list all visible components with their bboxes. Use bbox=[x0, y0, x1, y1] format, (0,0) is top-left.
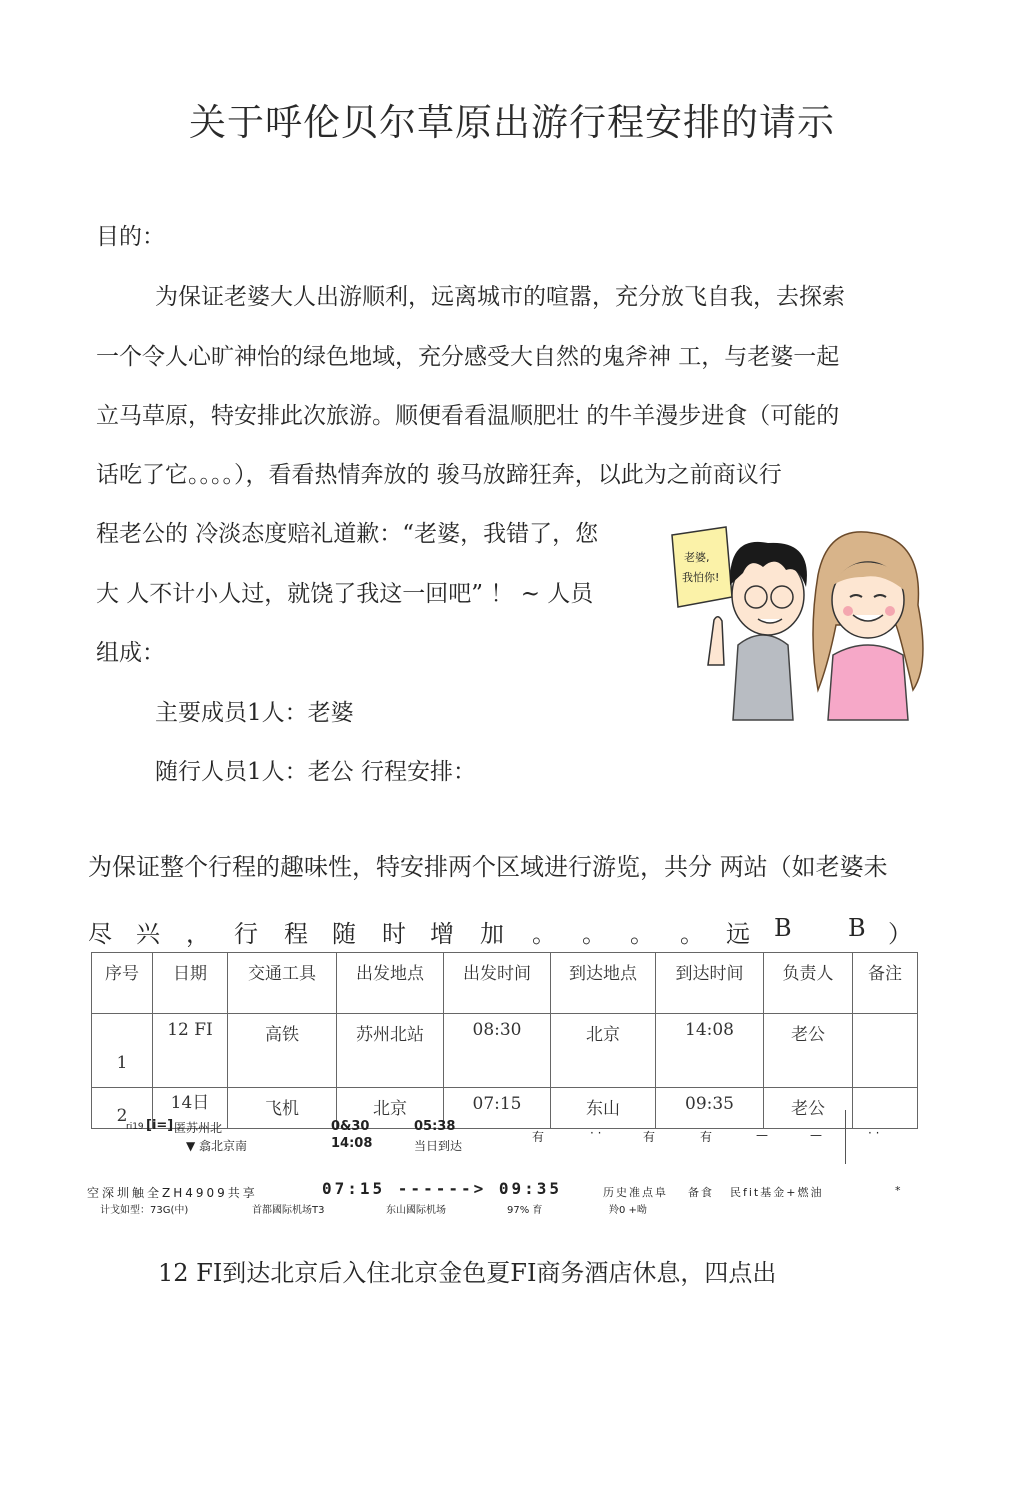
seat-availability: · · bbox=[868, 1126, 880, 1140]
page-title: 关于呼伦贝尔草原出游行程安排的请示 bbox=[189, 101, 835, 144]
cell-arrival-place: 北京 bbox=[551, 1014, 656, 1088]
train-code: ri19 bbox=[126, 1122, 144, 1132]
companion-member: 随行人员1人：老公 行程安排： bbox=[155, 759, 476, 785]
body-line: 大 人不计小人过，就饶了我这一回吧” ！ ~ 人员 bbox=[96, 581, 594, 607]
seat-availability: 有 bbox=[643, 1130, 656, 1144]
purpose-heading: 目的： bbox=[96, 224, 165, 250]
flight-dep-airport: 首都國际机场T3 bbox=[252, 1205, 325, 1216]
intro-char: B bbox=[774, 914, 792, 942]
intro-char: B bbox=[848, 914, 866, 942]
seat-availability: 有 bbox=[532, 1130, 545, 1144]
cell-departure-time: 07:15 bbox=[444, 1088, 551, 1129]
cell-departure-place: 北京 bbox=[337, 1088, 444, 1129]
flight-fees-value: 羚0 +呦 bbox=[609, 1205, 647, 1216]
flight-mark: * bbox=[895, 1184, 901, 1197]
main-member: 主要成员1人：老婆 bbox=[155, 700, 354, 726]
train-arrive-note: 当日到达 bbox=[414, 1139, 463, 1153]
sign-board bbox=[672, 527, 732, 607]
intro-char: 随 bbox=[332, 920, 356, 948]
cell-transport: 高铁 bbox=[228, 1014, 337, 1088]
intro-char: 时 bbox=[382, 920, 406, 948]
cell-index: 1 bbox=[92, 1014, 153, 1088]
schedule-intro-continued bbox=[0, 914, 1024, 948]
sign-text: 老婆, bbox=[684, 551, 710, 564]
body-line: 话吃了它。。。。），看看热情奔放的 骏马放蹄狂奔，以此为之前商议行 bbox=[96, 462, 782, 488]
flight-fees-label: 民fit基金+燃油 bbox=[730, 1186, 824, 1199]
intro-char: ） bbox=[888, 920, 912, 948]
flight-airline: 空深圳触全ZH4909共享 bbox=[87, 1186, 258, 1200]
intro-char: ， bbox=[186, 920, 210, 948]
header-departure-place: 出发地点 bbox=[337, 953, 444, 1014]
header-arrival-place: 到达地点 bbox=[551, 953, 656, 1014]
train-dep-time: 0&30 bbox=[331, 1119, 370, 1134]
intro-char: 。 bbox=[582, 920, 606, 948]
seat-availability: 有 bbox=[700, 1130, 713, 1144]
divider bbox=[845, 1110, 846, 1164]
cell-departure-time: 08:30 bbox=[444, 1014, 551, 1088]
body-line: 程老公的 冷淡态度赔礼道歉：“老婆，我错了，您 bbox=[96, 521, 599, 547]
header-date: 日期 bbox=[153, 953, 228, 1014]
couple-cartoon-illustration bbox=[668, 515, 930, 725]
intro-char: 兴 bbox=[136, 920, 160, 948]
girl-figure bbox=[813, 532, 923, 720]
cell-arrival-time: 14:08 bbox=[656, 1014, 764, 1088]
header-index: 序号 bbox=[92, 953, 153, 1014]
train-to: ▼ 翕北京南 bbox=[186, 1139, 248, 1153]
flight-punctuality-label: 历史准点阜 bbox=[603, 1186, 668, 1199]
cell-arrival-time: 09:35 bbox=[656, 1088, 764, 1129]
cell-arrival-place: 东山 bbox=[551, 1088, 656, 1129]
cell-owner: 老公 bbox=[764, 1088, 853, 1129]
header-departure-time: 出发时间 bbox=[444, 953, 551, 1014]
flight-aircraft: 计戈如型：73G(中) bbox=[100, 1205, 189, 1216]
flight-arr-airport: 东山國际机场 bbox=[386, 1205, 446, 1216]
sign-text: 我怕你! bbox=[682, 571, 720, 584]
body-line: 组成： bbox=[96, 640, 165, 666]
cell-notes bbox=[853, 1088, 918, 1129]
body-line: 一个令人心旷神怡的绿色地域，充分感受大自然的鬼斧神 工，与老婆一起 bbox=[96, 344, 840, 370]
cell-owner: 老公 bbox=[764, 1014, 853, 1088]
train-icon: [i=] bbox=[146, 1118, 174, 1133]
cell-date: 12 FI bbox=[153, 1014, 228, 1088]
intro-char: 加 bbox=[480, 920, 504, 948]
intro-char: 尽 bbox=[88, 920, 112, 948]
cell-index: 2 bbox=[92, 1088, 153, 1129]
intro-char: 程 bbox=[284, 920, 308, 948]
table-row bbox=[92, 1014, 918, 1088]
intro-char: 。 bbox=[630, 920, 654, 948]
seat-availability: — bbox=[810, 1128, 822, 1142]
header-arrival-time: 到达时间 bbox=[656, 953, 764, 1014]
flight-times: 07:15 ------> 09:35 bbox=[322, 1179, 563, 1198]
intro-char: 。 bbox=[680, 920, 704, 948]
header-notes: 备注 bbox=[853, 953, 918, 1014]
header-owner: 负责人 bbox=[764, 953, 853, 1014]
train-from: 匿苏州北 bbox=[174, 1121, 223, 1135]
cell-notes bbox=[853, 1014, 918, 1088]
schedule-intro: 为保证整个行程的趣味性，特安排两个区域进行游览，共分 两站（如老婆未 bbox=[88, 853, 888, 881]
train-duration: 05:38 bbox=[414, 1119, 456, 1134]
intro-char: 行 bbox=[234, 920, 258, 948]
flight-meal: 备食 bbox=[688, 1186, 714, 1199]
seat-availability: · · bbox=[590, 1126, 602, 1140]
cell-departure-place: 苏州北站 bbox=[337, 1014, 444, 1088]
closing-paragraph: 12 FI到达北京后入住北京金色夏FI商务酒店休息，四点出 bbox=[158, 1259, 777, 1287]
intro-char: 。 bbox=[532, 920, 556, 948]
intro-char: 增 bbox=[430, 920, 454, 948]
seat-availability: — bbox=[756, 1128, 768, 1142]
header-transport: 交通工具 bbox=[228, 953, 337, 1014]
cell-date: 14日 bbox=[153, 1088, 228, 1129]
itinerary-table bbox=[91, 952, 918, 1129]
intro-char: 远 bbox=[726, 920, 750, 948]
body-line: 为保证老婆大人出游顺利，远离城市的喧嚣，充分放飞自我，去探索 bbox=[155, 284, 845, 310]
train-arr-time: 14:08 bbox=[331, 1136, 373, 1151]
body-line: 立马草原，特安排此次旅游。顺便看看温顺肥壮 的牛羊漫步进食（可能的 bbox=[96, 403, 840, 429]
table-header-row bbox=[92, 953, 918, 1014]
flight-punctuality: 97% 育 bbox=[507, 1205, 543, 1216]
cell-transport: 飞机 bbox=[228, 1088, 337, 1129]
